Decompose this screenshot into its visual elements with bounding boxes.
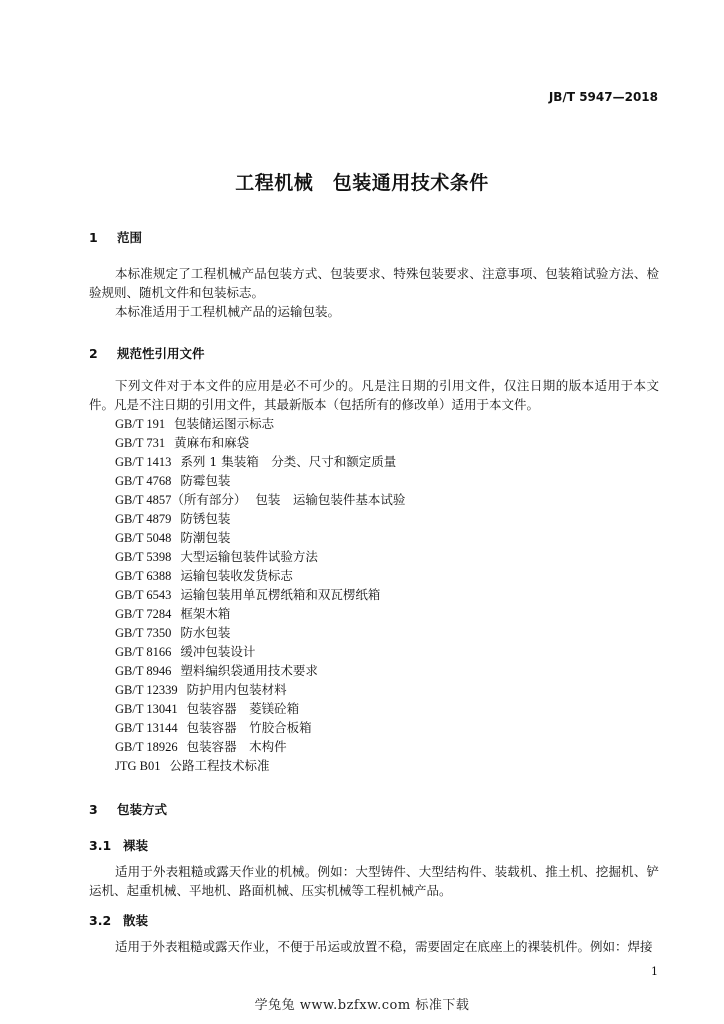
reference-code: GB/T 8946 xyxy=(115,664,172,678)
reference-item xyxy=(115,756,405,775)
document-title: 工程机械 包装通用技术条件 xyxy=(235,172,489,194)
reference-item xyxy=(115,737,405,756)
section-title: 散装 xyxy=(123,913,149,928)
reference-code: GB/T 8166 xyxy=(115,645,172,659)
section-number: 3.1 xyxy=(89,838,112,853)
reference-item xyxy=(115,528,405,547)
scope-paragraph-1: 本标准规定了工程机械产品包装方式、包装要求、特殊包装要求、注意事项、包装箱试验方法、检验规则、随机文件和包装标志。 xyxy=(89,266,659,300)
section-number: 2 xyxy=(89,346,98,361)
reference-code: GB/T 18926 xyxy=(115,740,178,754)
reference-item xyxy=(115,718,405,737)
reference-item xyxy=(115,433,405,452)
reference-title: 防水包装 xyxy=(180,625,231,640)
section-title: 裸装 xyxy=(123,838,149,853)
reference-code: GB/T 4879 xyxy=(115,512,172,526)
reference-title: 包装容器 竹胶合板箱 xyxy=(186,720,312,735)
section-2-heading xyxy=(89,344,205,362)
reference-title: 防护用内包装材料 xyxy=(186,682,287,697)
section-title: 范围 xyxy=(117,230,143,245)
reference-code: GB/T 5048 xyxy=(115,531,172,545)
reference-title: 包装 运输包装件基本试验 xyxy=(255,492,406,507)
reference-item xyxy=(115,680,405,699)
reference-title: 包装容器 木构件 xyxy=(186,739,287,754)
section-3-2-heading xyxy=(89,911,148,929)
reference-code: GB/T 4768 xyxy=(115,474,172,488)
reference-item xyxy=(115,547,405,566)
section-1-heading xyxy=(89,228,142,246)
reference-item xyxy=(115,585,405,604)
standard-code: JB/T 5947—2018 xyxy=(548,90,658,104)
reference-list xyxy=(115,414,405,775)
reference-code: GB/T 13144 xyxy=(115,721,178,735)
reference-title: 包装容器 菱镁砼箱 xyxy=(186,701,300,716)
section-3-2-text: 适用于外表粗糙或露天作业，不便于吊运或放置不稳，需要固定在底座上的裸装机件。例如：焊接 xyxy=(115,939,653,954)
reference-item xyxy=(115,699,405,718)
section-title: 包装方式 xyxy=(117,802,168,817)
reference-item xyxy=(115,566,405,585)
reference-code: GB/T 6543 xyxy=(115,588,172,602)
section-title: 规范性引用文件 xyxy=(117,346,205,361)
reference-title: 缓冲包装设计 xyxy=(180,644,256,659)
page-number: 1 xyxy=(651,965,658,978)
reference-code: GB/T 7284 xyxy=(115,607,172,621)
reference-title: 系列 1 集装箱 分类、尺寸和额定质量 xyxy=(180,454,397,469)
reference-title: 运输包装收发货标志 xyxy=(180,568,293,583)
reference-item xyxy=(115,642,405,661)
references-intro: 下列文件对于本文件的应用是必不可少的。凡是注日期的引用文件，仅注日期的版本适用于本文件。凡是不注日期的引用文件，其最新版本（包括所有的修改单）适用于本文件。 xyxy=(89,378,659,412)
reference-title: 大型运输包装件试验方法 xyxy=(180,549,318,564)
reference-title: 防潮包装 xyxy=(180,530,231,545)
reference-title: 黄麻布和麻袋 xyxy=(174,435,250,450)
reference-code: GB/T 12339 xyxy=(115,683,178,697)
section-number: 1 xyxy=(89,230,98,245)
reference-code: GB/T 731 xyxy=(115,436,166,450)
reference-code: JTG B01 xyxy=(115,759,161,773)
reference-code: GB/T 13041 xyxy=(115,702,178,716)
scope-paragraph-2: 本标准适用于工程机械产品的运输包装。 xyxy=(115,304,341,319)
reference-item xyxy=(115,471,405,490)
reference-title: 公路工程技术标准 xyxy=(169,758,270,773)
watermark-footer: 学兔兔 www.bzfxw.com 标准下载 xyxy=(254,998,470,1013)
reference-item xyxy=(115,604,405,623)
section-number: 3 xyxy=(89,802,98,817)
section-3-heading xyxy=(89,800,167,818)
reference-item xyxy=(115,623,405,642)
reference-code: GB/T 4857（所有部分） xyxy=(115,493,247,507)
reference-title: 运输包装用单瓦楞纸箱和双瓦楞纸箱 xyxy=(180,587,381,602)
reference-code: GB/T 5398 xyxy=(115,550,172,564)
reference-title: 防霉包装 xyxy=(180,473,231,488)
reference-code: GB/T 191 xyxy=(115,417,166,431)
reference-item xyxy=(115,661,405,680)
reference-item xyxy=(115,452,405,471)
reference-title: 包装储运图示标志 xyxy=(174,416,275,431)
section-3-1-heading xyxy=(89,836,148,854)
reference-item xyxy=(115,490,405,509)
reference-code: GB/T 1413 xyxy=(115,455,172,469)
reference-code: GB/T 6388 xyxy=(115,569,172,583)
reference-title: 塑料编织袋通用技术要求 xyxy=(180,663,318,678)
reference-code: GB/T 7350 xyxy=(115,626,172,640)
reference-item xyxy=(115,414,405,433)
reference-title: 框架木箱 xyxy=(180,606,231,621)
reference-title: 防锈包装 xyxy=(180,511,231,526)
reference-item xyxy=(115,509,405,528)
section-3-1-text: 适用于外表粗糙或露天作业的机械。例如：大型铸件、大型结构件、装载机、推土机、挖掘机、铲运机、起重机械、平地机、路面机械、压实机械等工程机械产品。 xyxy=(89,864,659,898)
section-number: 3.2 xyxy=(89,913,112,928)
